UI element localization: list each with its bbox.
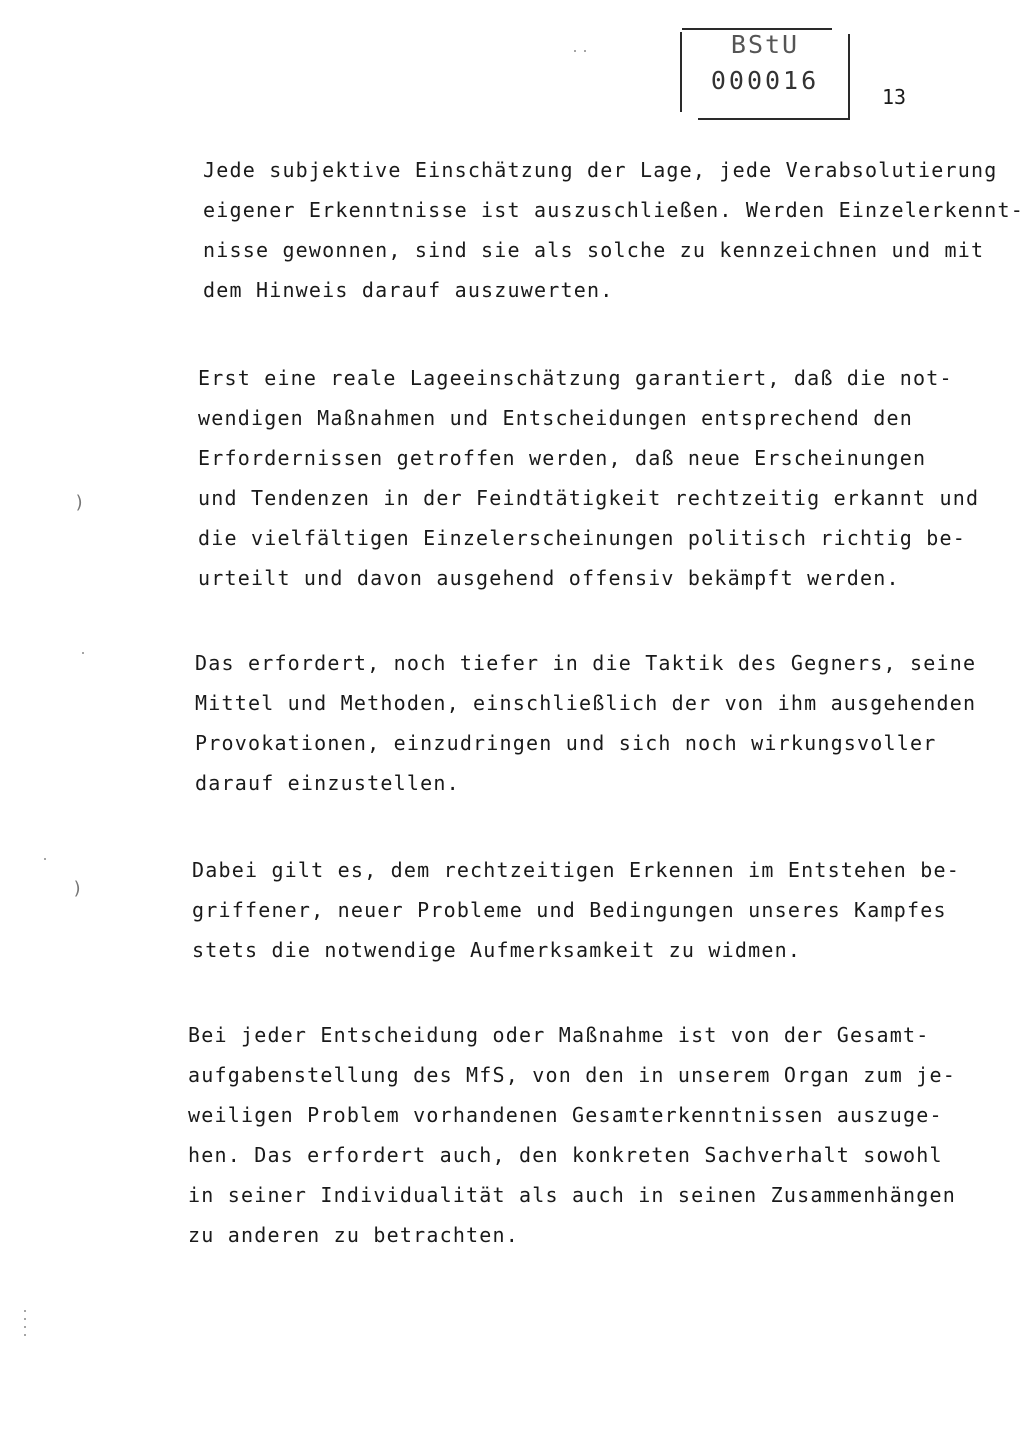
scan-artifact [24, 1310, 26, 1312]
paragraph-1 [203, 150, 1024, 310]
text-line: eigener Erkenntnisse ist auszuschließen. Werden Einzelerkennt- [203, 198, 1024, 222]
text-line: dem Hinweis darauf auszuwerten. [203, 278, 614, 302]
text-line: hen. Das erfordert auch, den konkreten Sachverhalt sowohl [188, 1143, 943, 1167]
paragraph-4 [192, 850, 982, 970]
text-line: urteilt und davon ausgehend offensiv bekämpft werden. [198, 566, 900, 590]
scan-artifact: ) [74, 492, 85, 513]
text-line: Das erfordert, noch tiefer in die Taktik des Gegners, seine [195, 651, 977, 675]
text-line: darauf einzustellen. [195, 771, 460, 795]
text-line: Jede subjektive Einschätzung der Lage, jede Verabsolutierung [203, 158, 998, 182]
scan-artifact [44, 858, 46, 860]
paragraph-2 [198, 358, 988, 598]
stamp-number: 000016 [710, 66, 820, 95]
scan-artifact [584, 50, 586, 52]
text-line: die vielfältigen Einzelerscheinungen politisch richtig be- [198, 526, 966, 550]
stamp-org: BStU [730, 30, 800, 59]
scan-artifact: ) [72, 878, 83, 899]
text-line: zu anderen zu betrachten. [188, 1223, 520, 1247]
text-line: Erst eine reale Lageeinschätzung garantiert, daß die not- [198, 366, 953, 390]
scan-artifact [574, 50, 576, 52]
text-line: in seiner Individualität als auch in seinen Zusammenhängen [188, 1183, 956, 1207]
text-line: aufgabenstellung des MfS, von den in unserem Organ zum je- [188, 1063, 956, 1087]
text-line: Erfordernissen getroffen werden, daß neue Erscheinungen [198, 446, 927, 470]
text-line: weiligen Problem vorhandenen Gesamterkenntnissen auszuge- [188, 1103, 943, 1127]
text-line: Bei jeder Entscheidung oder Maßnahme ist von der Gesamt- [188, 1023, 930, 1047]
text-line: Mittel und Methoden, einschließlich der von ihm ausgehenden [195, 691, 977, 715]
text-line: wendigen Maßnahmen und Entscheidungen entsprechend den [198, 406, 914, 430]
text-line: stets die notwendige Aufmerksamkeit zu widmen. [192, 938, 802, 962]
paragraph-3 [195, 643, 985, 803]
archive-stamp [680, 28, 850, 120]
scan-artifact [24, 1326, 26, 1328]
text-line: und Tendenzen in der Feindtätigkeit rechtzeitig erkannt und [198, 486, 980, 510]
text-line: Provokationen, einzudringen und sich noch wirkungsvoller [195, 731, 937, 755]
scan-artifact [82, 652, 84, 654]
scan-artifact [24, 1334, 26, 1336]
page-number: 13 [882, 85, 907, 109]
paragraph-5 [188, 1015, 978, 1255]
text-line: griffener, neuer Probleme und Bedingungen unseres Kampfes [192, 898, 947, 922]
text-line: Dabei gilt es, dem rechtzeitigen Erkennen im Entstehen be- [192, 858, 960, 882]
scan-artifact [24, 1318, 26, 1320]
text-line: nisse gewonnen, sind sie als solche zu kennzeichnen und mit [203, 238, 985, 262]
